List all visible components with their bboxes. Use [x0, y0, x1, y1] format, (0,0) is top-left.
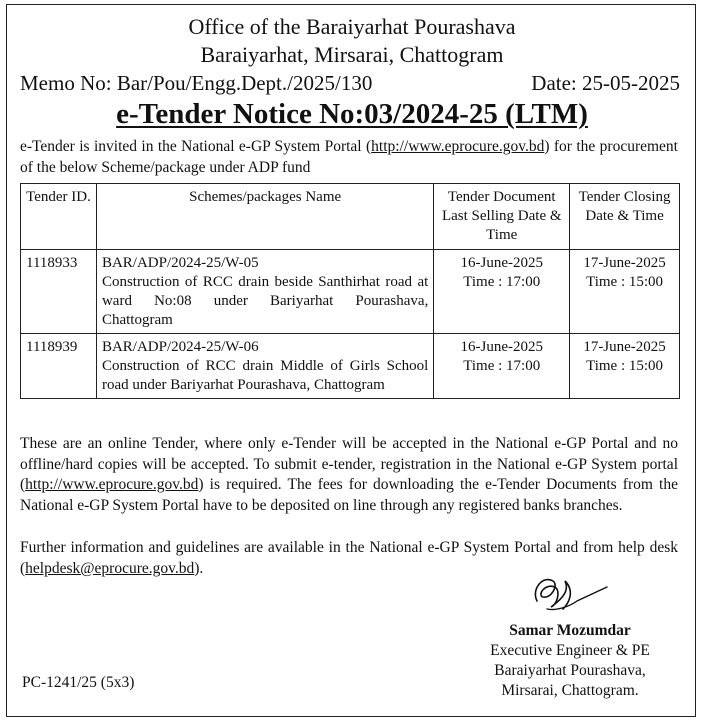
scheme-cell: [96, 334, 433, 399]
closing-date: 17-June-2025: [583, 339, 666, 355]
handwritten-signature: [525, 567, 609, 617]
p1-text-before: These are an online Tender, where only e-Tender will be accepted in the National e-GP Portal and no offline/hard copies will be accepted. To submit e-tender, registration in the National e-GP System portal (: [20, 435, 678, 493]
package-code: BAR/ADP/2024-25/W-05: [101, 255, 259, 271]
scheme-cell: [96, 250, 433, 334]
header-tender-id: Tender ID.: [21, 184, 97, 250]
header-selling-date: Tender Document Last Selling Date & Time: [434, 184, 570, 250]
closing-cell: [570, 250, 680, 334]
intro-text-after: ) for the procurement of the below Scheme/package under ADP fund: [20, 138, 678, 176]
table-row: [21, 334, 680, 399]
package-code: BAR/ADP/2024-25/W-06: [101, 339, 259, 355]
signature-block: [470, 621, 670, 701]
table-row: [21, 250, 680, 334]
selling-cell: [434, 334, 570, 399]
signatory-place: Mirsarai, Chattogram.: [501, 682, 639, 699]
closing-date: 17-June-2025: [583, 255, 666, 271]
notice-title-text: e-Tender Notice No:03/2024-25 (LTM): [116, 98, 588, 130]
eprocure-link[interactable]: http://www.eprocure.gov.bd: [371, 138, 545, 155]
notice-title: [0, 98, 704, 130]
header-scheme-name: Schemes/packages Name: [96, 184, 433, 250]
closing-time: Time : 15:00: [586, 358, 664, 374]
office-name: Office of the Baraiyarhat Pourashava: [188, 14, 516, 39]
closing-time: Time : 15:00: [586, 274, 664, 290]
publication-code: PC-1241/25 (5x3): [22, 674, 135, 691]
eprocure-link[interactable]: http://www.eprocure.gov.bd: [25, 476, 199, 493]
selling-cell: [434, 250, 570, 334]
signatory-designation: Executive Engineer & PE: [490, 642, 650, 659]
signatory-name: Samar Mozumdar: [509, 622, 631, 639]
online-tender-paragraph: [20, 434, 678, 516]
signatory-organization: Baraiyarhat Pourashava,: [494, 662, 646, 679]
package-description: Construction of RCC drain beside Santhirhat road at ward No:08 under Bariyarhat Pourashava, Chattogram: [101, 274, 429, 328]
selling-date: 16-June-2025: [460, 339, 543, 355]
p1-text-after: ) is required. The fees for downloading the e-Tender Documents from the National e-GP System Portal have to be deposited on line through any registered banks branches.: [20, 476, 678, 514]
helpdesk-email-link[interactable]: helpdesk@eprocure.gov.bd: [25, 559, 195, 577]
memo-number: Memo No: Bar/Pou/Engg.Dept./2025/130: [20, 71, 373, 95]
table-header-row: [21, 184, 680, 250]
selling-time: Time : 17:00: [463, 274, 541, 290]
p2-text-before: Further information and guidelines are available in the National e-GP System Portal and from help desk (: [20, 539, 678, 577]
tender-id-cell: 1118939: [21, 334, 97, 399]
intro-text-before: e-Tender is invited in the National e-GP System Portal (: [20, 138, 372, 155]
selling-date: 16-June-2025: [460, 255, 543, 271]
tender-table: [20, 183, 680, 399]
memo-date: Date: 25-05-2025: [531, 71, 680, 95]
header-closing-date: Tender Closing Date & Time: [570, 184, 680, 250]
office-address: Baraiyarhat, Mirsarai, Chattogram: [200, 42, 504, 67]
package-description: Construction of RCC drain Middle of Girls School road under Bariyarhat Pourashava, Chattogram: [101, 358, 429, 393]
p2-text-after: ).: [194, 559, 204, 577]
intro-paragraph: [20, 137, 678, 178]
selling-time: Time : 17:00: [463, 358, 541, 374]
closing-cell: [570, 334, 680, 399]
tender-id-cell: 1118933: [21, 250, 97, 334]
